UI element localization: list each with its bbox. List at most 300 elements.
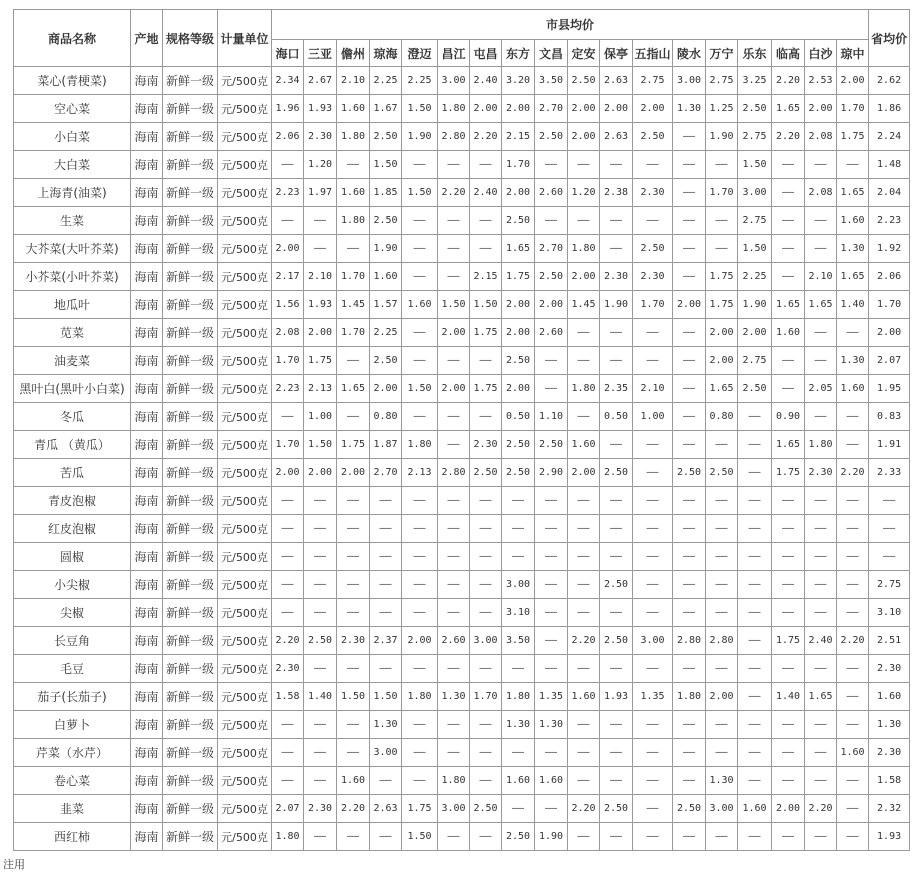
cell-price: 1.93	[304, 291, 337, 319]
cell-price: ——	[535, 655, 568, 683]
cell-price: ——	[673, 515, 706, 543]
cell-price: 1.00	[304, 403, 337, 431]
cell-price: 1.50	[370, 151, 402, 179]
cell-price: 1.50	[438, 291, 470, 319]
cell-unit: 元/500克	[218, 767, 272, 795]
cell-price: ——	[600, 347, 633, 375]
cell-price: 2.75	[738, 347, 772, 375]
cell-price: ——	[673, 431, 706, 459]
cell-price: ——	[738, 655, 772, 683]
cell-price: 1.60	[502, 767, 535, 795]
cell-price: 2.00	[402, 627, 438, 655]
cell-price: 2.34	[272, 67, 304, 95]
cell-price: 2.10	[805, 263, 837, 291]
cell-price: ——	[600, 655, 633, 683]
cell-price: ——	[402, 739, 438, 767]
cell-name: 长豆角	[14, 627, 131, 655]
cell-price: 1.80	[402, 431, 438, 459]
cell-price: ——	[738, 823, 772, 851]
cell-grade: 新鲜一级	[163, 319, 218, 347]
cell-price: 2.00	[805, 95, 837, 123]
cell-price: ——	[402, 403, 438, 431]
cell-price: 2.75	[633, 67, 673, 95]
cell-price: ——	[272, 767, 304, 795]
cell-price: 2.50	[370, 347, 402, 375]
cell-price: ——	[706, 151, 738, 179]
cell-price: 2.08	[805, 123, 837, 151]
cell-price: ——	[337, 515, 370, 543]
cell-price: ——	[633, 795, 673, 823]
cell-price: ——	[600, 543, 633, 571]
cell-price: ——	[337, 823, 370, 851]
cell-name: 白萝卜	[14, 711, 131, 739]
cell-price: 2.00	[502, 291, 535, 319]
cell-price: 2.08	[272, 319, 304, 347]
cell-origin: 海南	[131, 235, 163, 263]
cell-price: 1.65	[837, 263, 869, 291]
cell-price: 2.60	[535, 179, 568, 207]
cell-price: ——	[633, 347, 673, 375]
table-row	[14, 291, 910, 319]
cell-price: ——	[738, 403, 772, 431]
cell-price: ——	[370, 571, 402, 599]
cell-name: 冬瓜	[14, 403, 131, 431]
cell-price: 2.30	[633, 263, 673, 291]
cell-price: ——	[837, 543, 869, 571]
cell-name: 红皮泡椒	[14, 515, 131, 543]
cell-price: ——	[772, 515, 805, 543]
cell-prov-avg: 1.60	[869, 683, 910, 711]
cell-origin: 海南	[131, 571, 163, 599]
cell-price: ——	[772, 235, 805, 263]
cell-unit: 元/500克	[218, 375, 272, 403]
cell-price: 1.65	[805, 683, 837, 711]
header-grade: 规格等级	[163, 10, 218, 67]
cell-origin: 海南	[131, 123, 163, 151]
cell-price: 1.75	[837, 123, 869, 151]
cell-price: ——	[568, 347, 600, 375]
cell-price: ——	[633, 655, 673, 683]
cell-price: ——	[772, 263, 805, 291]
cell-price: ——	[502, 543, 535, 571]
cell-price: 3.50	[502, 627, 535, 655]
cell-price: 3.00	[438, 67, 470, 95]
cell-price: 2.50	[600, 795, 633, 823]
cell-price: ——	[600, 235, 633, 263]
cell-unit: 元/500克	[218, 431, 272, 459]
cell-grade: 新鲜一级	[163, 823, 218, 851]
cell-grade: 新鲜一级	[163, 431, 218, 459]
cell-price: 2.38	[600, 179, 633, 207]
cell-price: ——	[438, 347, 470, 375]
cell-price: ——	[272, 571, 304, 599]
cell-price: 2.25	[402, 67, 438, 95]
cell-price: 1.75	[470, 375, 502, 403]
table-row	[14, 123, 910, 151]
table-row	[14, 571, 910, 599]
cell-grade: 新鲜一级	[163, 151, 218, 179]
cell-price: 1.50	[304, 431, 337, 459]
cell-name: 生菜	[14, 207, 131, 235]
cell-price: ——	[470, 403, 502, 431]
cell-price: 2.00	[304, 459, 337, 487]
cell-price: ——	[805, 711, 837, 739]
cell-price: ——	[600, 319, 633, 347]
cell-price: 2.50	[535, 123, 568, 151]
cell-price: ——	[470, 599, 502, 627]
cell-price: 1.50	[370, 683, 402, 711]
cell-price: ——	[772, 151, 805, 179]
cell-price: ——	[633, 459, 673, 487]
cell-price: 2.50	[502, 823, 535, 851]
cell-price: ——	[706, 207, 738, 235]
cell-price: 3.25	[738, 67, 772, 95]
cell-price: 0.80	[706, 403, 738, 431]
cell-price: 1.70	[706, 179, 738, 207]
cell-price: 3.00	[438, 795, 470, 823]
cell-origin: 海南	[131, 151, 163, 179]
cell-prov-avg: 1.70	[869, 291, 910, 319]
cell-price: ——	[402, 207, 438, 235]
cell-price: ——	[337, 599, 370, 627]
cell-unit: 元/500克	[218, 599, 272, 627]
cell-grade: 新鲜一级	[163, 403, 218, 431]
cell-price: 1.35	[535, 683, 568, 711]
cell-price: 2.20	[772, 123, 805, 151]
cell-price: ——	[673, 767, 706, 795]
cell-price: ——	[772, 487, 805, 515]
cell-price: ——	[402, 655, 438, 683]
cell-price: 2.50	[502, 207, 535, 235]
cell-prov-avg: 2.62	[869, 67, 910, 95]
cell-price: ——	[633, 739, 673, 767]
cell-price: ——	[633, 823, 673, 851]
cell-name: 毛豆	[14, 655, 131, 683]
cell-price: 1.60	[337, 95, 370, 123]
cell-price: ——	[673, 179, 706, 207]
cell-price: ——	[633, 151, 673, 179]
cell-price: ——	[706, 515, 738, 543]
cell-price: 2.20	[837, 459, 869, 487]
cell-price: ——	[470, 711, 502, 739]
cell-price: 1.60	[772, 319, 805, 347]
header-name: 商品名称	[14, 10, 131, 67]
cell-price: 2.63	[600, 123, 633, 151]
cell-price: 2.50	[502, 347, 535, 375]
cell-price: 3.10	[502, 599, 535, 627]
cell-grade: 新鲜一级	[163, 543, 218, 571]
cell-price: 1.75	[706, 263, 738, 291]
cell-price: ——	[337, 151, 370, 179]
header-city-avg: 市县均价	[272, 10, 869, 40]
cell-name: 苋菜	[14, 319, 131, 347]
cell-price: ——	[568, 599, 600, 627]
cell-price: ——	[633, 571, 673, 599]
cell-price: ——	[438, 571, 470, 599]
cell-price: 1.50	[402, 179, 438, 207]
cell-price: ——	[600, 767, 633, 795]
cell-price: 2.75	[738, 207, 772, 235]
cell-price: ——	[772, 571, 805, 599]
cell-price: 2.00	[337, 459, 370, 487]
cell-price: 2.10	[304, 263, 337, 291]
cell-price: 2.50	[370, 207, 402, 235]
cell-name: 芹菜（水芹）	[14, 739, 131, 767]
cell-unit: 元/500克	[218, 179, 272, 207]
cell-price: ——	[402, 347, 438, 375]
cell-price: ——	[633, 207, 673, 235]
cell-unit: 元/500克	[218, 263, 272, 291]
cell-price: 2.50	[673, 459, 706, 487]
cell-price: 2.25	[370, 319, 402, 347]
header-city: 万宁	[706, 40, 738, 67]
cell-grade: 新鲜一级	[163, 207, 218, 235]
cell-price: 1.75	[470, 319, 502, 347]
cell-name: 油麦菜	[14, 347, 131, 375]
cell-name: 西红柿	[14, 823, 131, 851]
table-row	[14, 767, 910, 795]
cell-price: ——	[370, 599, 402, 627]
table-row	[14, 627, 910, 655]
cell-price: ——	[738, 739, 772, 767]
cell-price: ——	[272, 403, 304, 431]
cell-unit: 元/500克	[218, 347, 272, 375]
table-row	[14, 431, 910, 459]
cell-price: 2.00	[706, 347, 738, 375]
cell-price: ——	[633, 431, 673, 459]
cell-origin: 海南	[131, 515, 163, 543]
cell-price: ——	[272, 599, 304, 627]
cell-price: 2.00	[706, 319, 738, 347]
cell-price: ——	[805, 151, 837, 179]
cell-price: ——	[837, 795, 869, 823]
cell-prov-avg: 2.06	[869, 263, 910, 291]
cell-prov-avg: 2.00	[869, 319, 910, 347]
header-city: 临高	[772, 40, 805, 67]
cell-price: ——	[370, 655, 402, 683]
cell-price: 2.75	[738, 123, 772, 151]
cell-price: ——	[438, 655, 470, 683]
cell-price: ——	[337, 739, 370, 767]
cell-price: 2.00	[837, 67, 869, 95]
cell-grade: 新鲜一级	[163, 459, 218, 487]
cell-origin: 海南	[131, 375, 163, 403]
cell-prov-avg: 1.95	[869, 375, 910, 403]
cell-price: ——	[370, 543, 402, 571]
header-city: 三亚	[304, 40, 337, 67]
header-city: 海口	[272, 40, 304, 67]
cell-price: 1.75	[337, 431, 370, 459]
cell-price: 1.80	[805, 431, 837, 459]
cell-price: ——	[772, 179, 805, 207]
cell-price: ——	[633, 543, 673, 571]
cell-price: 2.05	[805, 375, 837, 403]
cell-name: 大白菜	[14, 151, 131, 179]
cell-price: ——	[600, 207, 633, 235]
cell-origin: 海南	[131, 627, 163, 655]
cell-price: ——	[402, 599, 438, 627]
cell-unit: 元/500克	[218, 403, 272, 431]
cell-price: ——	[304, 515, 337, 543]
cell-price: ——	[568, 319, 600, 347]
cell-price: ——	[402, 767, 438, 795]
cell-price: 2.00	[568, 459, 600, 487]
cell-price: 3.00	[673, 67, 706, 95]
cell-price: 2.50	[600, 627, 633, 655]
cell-price: ——	[673, 207, 706, 235]
cell-unit: 元/500克	[218, 711, 272, 739]
cell-price: 2.00	[738, 319, 772, 347]
cell-price: 1.30	[370, 711, 402, 739]
cell-prov-avg: 2.30	[869, 739, 910, 767]
cell-price: 1.20	[568, 179, 600, 207]
cell-price: 1.87	[370, 431, 402, 459]
cell-price: 2.00	[600, 95, 633, 123]
cell-price: ——	[304, 487, 337, 515]
cell-price: ——	[673, 487, 706, 515]
cell-price: ——	[673, 123, 706, 151]
cell-price: ——	[304, 235, 337, 263]
cell-price: ——	[673, 263, 706, 291]
cell-price: ——	[837, 571, 869, 599]
cell-price: ——	[337, 711, 370, 739]
cell-price: ——	[673, 403, 706, 431]
cell-price: ——	[805, 487, 837, 515]
cell-unit: 元/500克	[218, 459, 272, 487]
cell-price: ——	[402, 263, 438, 291]
cell-price: 2.00	[438, 375, 470, 403]
cell-unit: 元/500克	[218, 123, 272, 151]
header-city: 五指山	[633, 40, 673, 67]
cell-price: ——	[805, 599, 837, 627]
cell-price: 1.50	[738, 151, 772, 179]
table-row	[14, 263, 910, 291]
cell-prov-avg: ——	[869, 543, 910, 571]
cell-price: ——	[272, 515, 304, 543]
cell-origin: 海南	[131, 739, 163, 767]
cell-price: 1.65	[502, 235, 535, 263]
cell-price: ——	[535, 151, 568, 179]
cell-prov-avg: 1.93	[869, 823, 910, 851]
cell-name: 青皮泡椒	[14, 487, 131, 515]
cell-price: 1.25	[706, 95, 738, 123]
cell-price: 2.20	[337, 795, 370, 823]
cell-origin: 海南	[131, 263, 163, 291]
cell-price: 2.50	[738, 375, 772, 403]
cell-price: ——	[805, 571, 837, 599]
cell-price: 2.00	[470, 95, 502, 123]
header-city: 琼海	[370, 40, 402, 67]
cell-name: 大芥菜(大叶芥菜)	[14, 235, 131, 263]
cell-price: ——	[535, 571, 568, 599]
cell-price: ——	[600, 823, 633, 851]
cell-price: ——	[837, 655, 869, 683]
cell-price: ——	[304, 739, 337, 767]
cell-origin: 海南	[131, 291, 163, 319]
cell-unit: 元/500克	[218, 151, 272, 179]
cell-price: 3.00	[633, 627, 673, 655]
cell-prov-avg: 2.24	[869, 123, 910, 151]
cell-price: ——	[470, 823, 502, 851]
cell-price: 2.50	[738, 95, 772, 123]
cell-prov-avg: ——	[869, 487, 910, 515]
cell-name: 圆椒	[14, 543, 131, 571]
cell-name: 韭菜	[14, 795, 131, 823]
cell-price: 1.70	[502, 151, 535, 179]
cell-price: ——	[772, 207, 805, 235]
cell-price: 2.40	[470, 67, 502, 95]
cell-price: ——	[337, 543, 370, 571]
cell-price: 1.65	[772, 431, 805, 459]
cell-price: ——	[805, 347, 837, 375]
cell-price: ——	[772, 347, 805, 375]
cell-price: 1.90	[535, 823, 568, 851]
cell-price: ——	[304, 823, 337, 851]
cell-price: 2.53	[805, 67, 837, 95]
cell-origin: 海南	[131, 655, 163, 683]
table-row	[14, 487, 910, 515]
cell-unit: 元/500克	[218, 291, 272, 319]
cell-price: ——	[438, 403, 470, 431]
cell-price: 1.45	[337, 291, 370, 319]
cell-price: 1.60	[738, 795, 772, 823]
cell-price: 1.75	[402, 795, 438, 823]
cell-price: ——	[772, 655, 805, 683]
cell-price: ——	[535, 627, 568, 655]
cell-price: 1.85	[370, 179, 402, 207]
cell-price: ——	[805, 235, 837, 263]
cell-prov-avg: 3.10	[869, 599, 910, 627]
cell-price: ——	[772, 739, 805, 767]
header-city: 定安	[568, 40, 600, 67]
cell-origin: 海南	[131, 487, 163, 515]
cell-price: ——	[673, 823, 706, 851]
cell-price: ——	[535, 347, 568, 375]
cell-price: 1.60	[837, 739, 869, 767]
cell-price: 1.40	[837, 291, 869, 319]
table-row	[14, 683, 910, 711]
header-city: 屯昌	[470, 40, 502, 67]
cell-price: 2.37	[370, 627, 402, 655]
cell-price: 1.65	[772, 95, 805, 123]
cell-price: 2.20	[837, 627, 869, 655]
cell-price: 2.20	[272, 627, 304, 655]
cell-price: 2.63	[600, 67, 633, 95]
cell-price: 1.35	[633, 683, 673, 711]
cell-price: 3.00	[706, 795, 738, 823]
cell-price: 2.00	[502, 319, 535, 347]
cell-price: ——	[438, 431, 470, 459]
cell-prov-avg: 2.33	[869, 459, 910, 487]
cell-price: 1.70	[272, 347, 304, 375]
cell-price: ——	[470, 543, 502, 571]
cell-price: ——	[673, 599, 706, 627]
cell-price: ——	[304, 543, 337, 571]
cell-price: 2.80	[706, 627, 738, 655]
cell-price: ——	[738, 571, 772, 599]
cell-name: 苦瓜	[14, 459, 131, 487]
cell-price: ——	[805, 823, 837, 851]
cell-price: ——	[272, 151, 304, 179]
cell-price: ——	[706, 487, 738, 515]
cell-price: ——	[633, 487, 673, 515]
cell-price: ——	[706, 543, 738, 571]
cell-price: ——	[600, 515, 633, 543]
cell-price: 2.50	[706, 459, 738, 487]
cell-price: ——	[470, 207, 502, 235]
cell-price: 1.20	[304, 151, 337, 179]
header-city: 儋州	[337, 40, 370, 67]
